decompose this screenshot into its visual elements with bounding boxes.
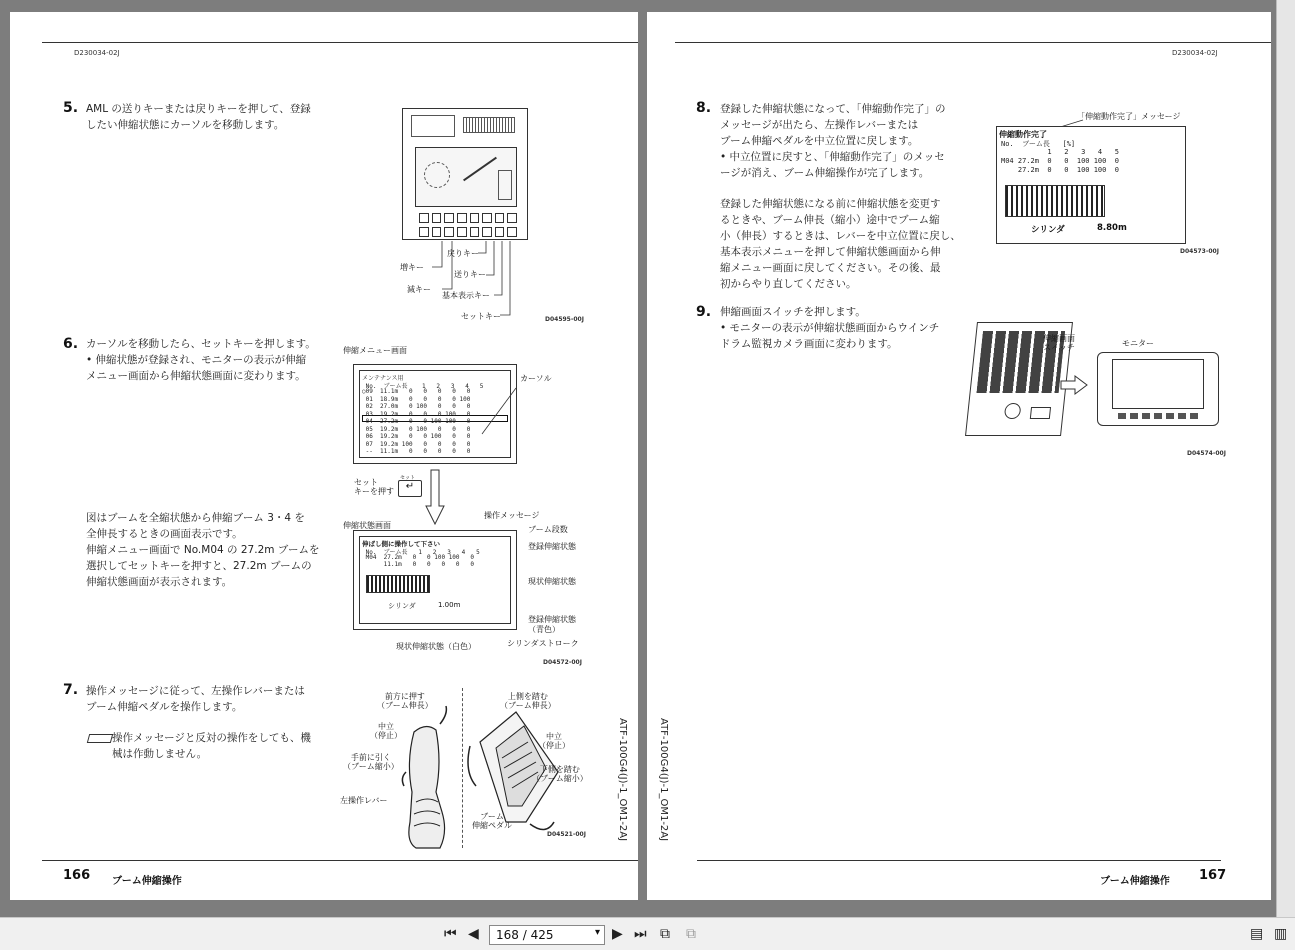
- registered-state-label: 登録伸縮状態: [528, 542, 576, 551]
- current-state-label: 現状伸縮状態: [528, 577, 576, 586]
- right-page: [647, 12, 1271, 900]
- aml-bar-graph: [463, 117, 515, 133]
- step-number: 8.: [696, 100, 712, 116]
- screen-row: 01 18.9m 0 0 0 0 100: [362, 395, 471, 403]
- step-number: 9.: [696, 304, 712, 320]
- step7-note: 操作メッセージと反対の操作をしても、機 械は作動しません。: [112, 732, 311, 760]
- figure-code: D04574-00J: [1187, 450, 1226, 457]
- set-key-label: セットキー: [461, 312, 501, 321]
- cylinder-stroke-label: シリンダストローク: [507, 639, 579, 648]
- vertical-scrollbar[interactable]: [1276, 0, 1295, 917]
- step-number: 7.: [63, 682, 79, 698]
- prev-page-icon[interactable]: ◀: [468, 926, 479, 942]
- complete-message-label: 「伸縮動作完了」メッセージ: [1077, 112, 1181, 121]
- screen-row: 04 27.2m 0 0 100 100 0: [362, 418, 471, 425]
- figure-code: D04572-00J: [543, 659, 582, 666]
- viewer-toolbar: [0, 917, 1295, 950]
- figure-code: D04595-00J: [545, 316, 584, 323]
- screen-row: 05 19.2m 0 100 0 0 0: [362, 425, 471, 433]
- pedal-neutral-label: 中立 （停止）: [538, 732, 570, 750]
- step9-text: 伸縮画面スイッチを押します。 • モニターの表示が伸縮状態画面からウインチ ドラム監視カメラ画面に変わります。: [720, 306, 940, 350]
- set-press-label: セット キーを押す: [354, 478, 394, 496]
- cylinder-label: シリンダ: [388, 602, 416, 610]
- monitor-buttons: [1118, 413, 1198, 419]
- screen-row: -- 11.1m 0 0 0 0 0: [362, 448, 471, 455]
- aml-key-row-1: [419, 213, 517, 223]
- panel-switch: [1030, 407, 1051, 419]
- op-message-label: 操作メッセージ: [484, 511, 540, 520]
- doc-id: D230034-02J: [1172, 49, 1218, 57]
- aml-lcd-boom: [463, 157, 497, 182]
- state-screen-title: 伸縮状態画面: [343, 521, 391, 530]
- aml-panel-figure: [402, 108, 528, 240]
- first-page-icon[interactable]: ⏮: [444, 926, 457, 942]
- cylinder-graphic: [366, 575, 430, 593]
- page-number: 167: [1199, 868, 1227, 883]
- send-key-label: 送りキー: [454, 270, 486, 279]
- down-arrow-icon: [424, 468, 446, 526]
- two-page-icon[interactable]: ▥: [1274, 926, 1288, 942]
- aml-lcd-gauge: [424, 162, 450, 188]
- screen-row: 02 27.0m 0 100 0 0 0: [362, 403, 471, 410]
- cylinder-label: シリンダ: [1031, 225, 1065, 235]
- screen-row: 11.1m 0 0 0 0 0: [362, 561, 474, 568]
- screen-row: No. ブーム長 1 2 3 4 5: [362, 382, 484, 390]
- top-rule: [675, 42, 1271, 43]
- boom-steps-label: ブーム段数: [528, 525, 568, 534]
- forward-view-icon[interactable]: ⧉: [686, 926, 696, 942]
- step5-text: AML の送りキーまたは戻りキーを押して、登録 したい伸縮状態にカーソルを移動します。: [86, 103, 311, 131]
- set-key-small-label: セット: [400, 475, 416, 481]
- aml-key-row-2: [419, 227, 517, 237]
- last-page-icon[interactable]: ⏭: [634, 926, 647, 942]
- up-key-label: 増キー: [400, 263, 424, 272]
- stroke-value: 8.80m: [1097, 223, 1127, 233]
- section-title: ブーム伸縮操作: [1100, 876, 1170, 887]
- figure-code: D04573-00J: [1180, 248, 1219, 255]
- lever-neutral-label: 中立 （停止）: [370, 722, 402, 740]
- doc-id: D230034-02J: [74, 49, 120, 57]
- screen-row: メンテナンス用: [362, 375, 404, 382]
- screen-row: 06 19.2m 0 0 100 0 0: [362, 433, 471, 440]
- screen-row: 1 2 3 4 5: [1001, 148, 1120, 156]
- page-value: 168 / 425: [496, 928, 554, 942]
- stroke-value: 1.00m: [438, 601, 461, 609]
- next-page-icon[interactable]: ▶: [612, 926, 623, 942]
- down-key-label: 減キー: [407, 285, 431, 294]
- step6-text: カーソルを移動したら、セットキーを押します。 • 伸縮状態が登録され、モニターの表示が伸縮 メニュー画面から伸縮状態画面に変わります。: [86, 338, 316, 382]
- cylinder-graphic: [1005, 185, 1105, 217]
- side-doc-code: ATF-100G4(J)-1_OM1-2AJ: [658, 718, 669, 842]
- back-view-icon[interactable]: ⧉: [660, 926, 670, 942]
- pedal-name-label: ブーム 伸縮ペダル: [472, 812, 512, 830]
- left-page: [10, 12, 638, 900]
- registered-blue-label: 登録伸縮状態 （青色）: [528, 615, 576, 634]
- state-screen-figure: [353, 530, 517, 630]
- footer-rule: [697, 860, 1221, 861]
- step8-text-2: 登録した伸縮状態になる前に伸縮状態を変更す るときや、ブーム伸長（縮小）途中でブーム縮 小（伸長）するときは、レバーを中立位置に戻し、 基本表示メニューを押して伸縮状態画面から伸 縮メニュー画面に戻してください。その後、最 初からやり直してください。: [720, 198, 961, 290]
- monitor-figure: [1097, 352, 1219, 426]
- aml-lcd-digits: [498, 170, 512, 200]
- panel-knob: [1004, 403, 1022, 419]
- chevron-down-icon[interactable]: ▾: [594, 927, 600, 938]
- back-key-label: 戻りキー: [447, 249, 479, 258]
- cursor-label: カーソル: [520, 374, 552, 383]
- screen-row: M04 27.2m 0 0 100 100 0: [362, 554, 474, 561]
- figure-code: D04521-00J: [547, 831, 586, 838]
- cursor-leader: [480, 382, 540, 442]
- screen-message: 伸ばし側に操作して下さい: [362, 540, 440, 548]
- pedal-upper-label: 上側を踏む （ブーム伸長）: [500, 692, 556, 710]
- footer-rule: [42, 860, 638, 861]
- step6-note: 図はブームを全縮状態から伸縮ブーム 3・4 を 全伸長するときの画面表示です。 伸縮メニュー画面で No.M04 の 27.2m ブームを 選択してセットキーを押すと、27.2m ブームの 伸縮状態画面が表示されます。: [86, 512, 320, 588]
- current-white-label: 現状伸縮状態（白色）: [396, 642, 476, 651]
- complete-screen-title: 伸縮動作完了: [999, 130, 1047, 139]
- aml-lcd: [415, 147, 517, 207]
- screen-row: 03 19.2m 0 0 0 100 0: [362, 410, 471, 418]
- page-number: 166: [63, 868, 91, 883]
- step-number: 5.: [63, 100, 79, 116]
- step8-text: 登録した伸縮状態になって、「伸縮動作完了」の メッセージが出たら、左操作レバーまたは ブーム伸縮ペダルを中立位置に戻します。 • 中立位置に戻すと、「伸縮動作完了」のメッセ ージが消え、ブーム伸縮操作が完了します。: [720, 103, 946, 179]
- complete-screen-figure: [996, 126, 1186, 244]
- top-rule: [42, 42, 638, 43]
- lever-push-label: 前方に押す （ブーム伸長）: [377, 692, 433, 710]
- monitor-label: モニター: [1122, 339, 1154, 348]
- right-arrow-icon: [1059, 374, 1089, 396]
- side-doc-code: ATF-100G4(J)-1_OM1-2AJ: [617, 718, 628, 842]
- section-title: ブーム伸縮操作: [112, 876, 182, 887]
- screen-row: M04 27.2m 0 0 100 100 0: [1001, 157, 1120, 165]
- set-key-icon: ↵: [398, 480, 422, 497]
- monitor-screen: [1112, 359, 1204, 409]
- screen-row: No. ブーム長 1 2 3 4 5: [362, 549, 480, 556]
- page-layout-icon[interactable]: ▤: [1250, 926, 1264, 942]
- screen-row: 27.2m 0 0 100 100 0: [1001, 166, 1120, 174]
- screen-row: No. ブーム長 [%]: [1001, 140, 1076, 148]
- lever-pull-label: 手前に引く （ブーム縮小）: [343, 753, 399, 771]
- state-screen-inner: [359, 536, 511, 624]
- lever-name-label: 左操作レバー: [340, 796, 388, 805]
- switch-label: 伸縮画面 スイッチ: [1043, 334, 1075, 352]
- step7-text: 操作メッセージに従って、左操作レバーまたは ブーム伸縮ペダルを操作します。: [86, 685, 305, 713]
- menu-screen-title: 伸縮メニュー画面: [343, 346, 407, 355]
- step-number: 6.: [63, 336, 79, 352]
- page-number-input[interactable]: [489, 925, 605, 945]
- note-hand-icon: [87, 734, 113, 743]
- aml-indicator-grid: [411, 115, 455, 137]
- screen-row: 07 19.2m 100 0 0 0 0: [362, 440, 471, 448]
- screen-row: ○09 11.1m 0 0 0 0 0: [362, 388, 471, 395]
- pedal-lower-label: 下側を踏む （ブーム縮小）: [532, 765, 588, 783]
- basic-key-label: 基本表示キー: [442, 291, 490, 300]
